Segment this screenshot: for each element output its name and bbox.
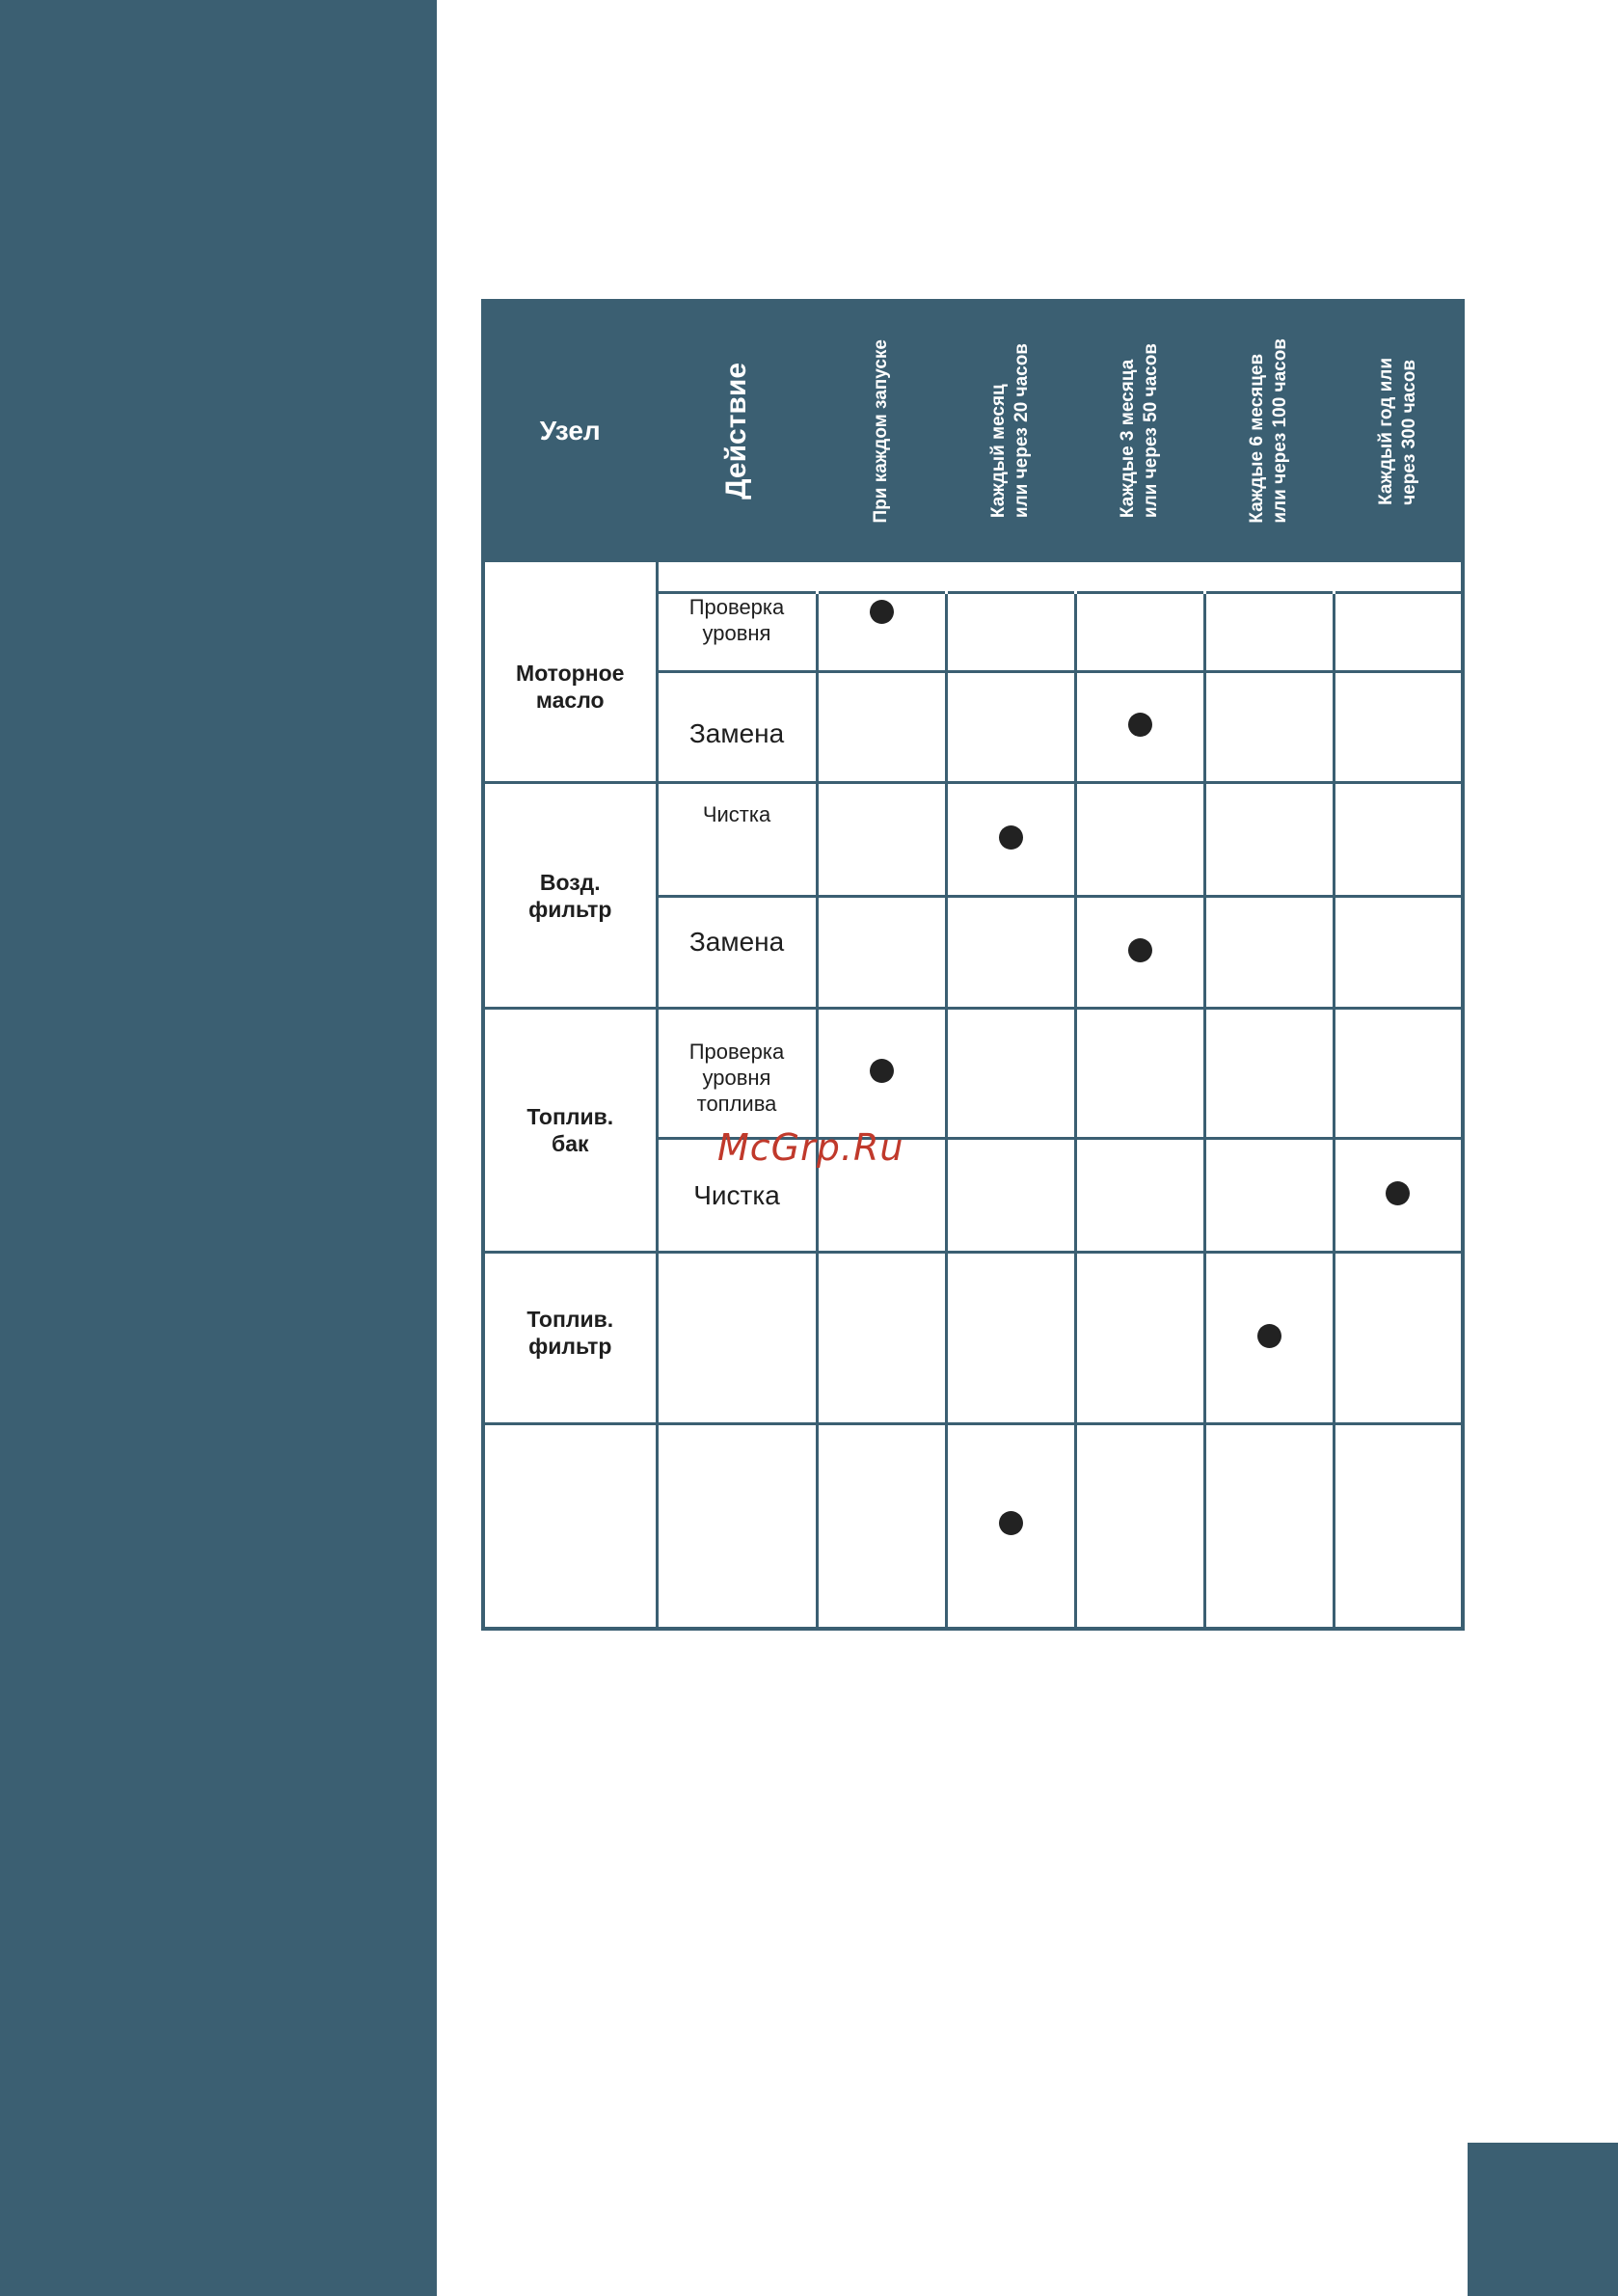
mark-cell bbox=[946, 1253, 1075, 1424]
mark-cell bbox=[1334, 1424, 1463, 1629]
mark-cell bbox=[1204, 1424, 1334, 1629]
action-cell bbox=[657, 897, 817, 1009]
mark-cell bbox=[946, 897, 1075, 1009]
unit-cell bbox=[483, 1253, 657, 1424]
mark-dot bbox=[1257, 1324, 1281, 1348]
mark-cell bbox=[1204, 897, 1334, 1009]
mark-dot bbox=[999, 825, 1023, 850]
header-period-label: При каждом запуске bbox=[871, 338, 891, 524]
header-period-6-months bbox=[1204, 301, 1334, 561]
action-cell bbox=[657, 783, 817, 897]
unit-cell bbox=[483, 783, 657, 1009]
header-period-yearly bbox=[1334, 301, 1463, 561]
unit-cell bbox=[483, 1424, 657, 1629]
mark-cell bbox=[1204, 783, 1334, 897]
mark-cell bbox=[1334, 672, 1463, 783]
mark-cell bbox=[817, 1009, 946, 1139]
mark-dot bbox=[1128, 713, 1152, 737]
header-period-3-months bbox=[1075, 301, 1204, 561]
mark-cell bbox=[946, 1009, 1075, 1139]
mark-cell bbox=[817, 897, 946, 1009]
mark-cell bbox=[1075, 1253, 1204, 1424]
mark-cell bbox=[1075, 783, 1204, 897]
action-cell bbox=[657, 672, 817, 783]
mark-cell bbox=[946, 1424, 1075, 1629]
table-row bbox=[483, 1424, 1463, 1629]
action-label: Замена bbox=[688, 718, 785, 748]
spacer-row bbox=[483, 561, 1463, 593]
page-corner-block bbox=[1468, 2143, 1618, 2296]
sidebar-band bbox=[0, 0, 437, 2296]
header-period-every-start bbox=[817, 301, 946, 561]
unit-air-filter: Возд. фильтр bbox=[528, 869, 612, 922]
mark-cell bbox=[1334, 897, 1463, 1009]
header-action bbox=[657, 301, 817, 561]
mark-cell bbox=[1075, 593, 1204, 672]
table-row bbox=[483, 593, 1463, 672]
mark-cell bbox=[1204, 1253, 1334, 1424]
mark-cell bbox=[1075, 1139, 1204, 1253]
unit-cell bbox=[483, 593, 657, 783]
header-unit bbox=[483, 301, 657, 561]
mark-cell bbox=[1075, 1009, 1204, 1139]
header-period-label: Каждые 3 месяца или через 50 часов bbox=[1118, 343, 1161, 519]
mark-cell bbox=[1334, 593, 1463, 672]
mark-cell bbox=[946, 593, 1075, 672]
mark-cell bbox=[946, 783, 1075, 897]
mark-cell bbox=[1075, 672, 1204, 783]
mark-cell bbox=[817, 1424, 946, 1629]
mark-dot bbox=[1386, 1181, 1410, 1205]
header-period-label: Каждые 6 месяцев или через 100 часов bbox=[1247, 338, 1290, 524]
mark-cell bbox=[817, 1253, 946, 1424]
header-period-label: Каждый месяц или через 20 часов bbox=[988, 343, 1032, 519]
action-cell bbox=[657, 1009, 817, 1139]
mark-cell bbox=[946, 1139, 1075, 1253]
mark-cell bbox=[1204, 1139, 1334, 1253]
action-label: Проверка уровня bbox=[688, 595, 785, 645]
table-row bbox=[483, 1253, 1463, 1424]
header-action-label: Действие bbox=[720, 363, 752, 500]
maintenance-table bbox=[481, 299, 1465, 1631]
header-row bbox=[483, 301, 1463, 561]
unit-cell bbox=[483, 1009, 657, 1253]
mark-dot bbox=[870, 600, 894, 624]
mark-dot bbox=[870, 1059, 894, 1083]
action-label: Чистка bbox=[693, 1179, 780, 1210]
header-unit-label: Узел bbox=[539, 416, 601, 446]
mark-cell bbox=[1334, 1009, 1463, 1139]
header-period-label: Каждый год или через 300 часов bbox=[1375, 357, 1419, 505]
mark-dot bbox=[999, 1511, 1023, 1535]
action-cell bbox=[657, 1253, 817, 1424]
mark-cell bbox=[1334, 1253, 1463, 1424]
watermark-text: McGrp.Ru bbox=[717, 1126, 904, 1169]
table-row bbox=[483, 1009, 1463, 1139]
mark-cell bbox=[946, 672, 1075, 783]
action-cell bbox=[657, 593, 817, 672]
mark-cell bbox=[817, 783, 946, 897]
mark-cell bbox=[1334, 1139, 1463, 1253]
mark-cell bbox=[1204, 593, 1334, 672]
table-row bbox=[483, 783, 1463, 897]
unit-engine-oil: Моторное масло bbox=[516, 661, 625, 714]
mark-cell bbox=[1075, 897, 1204, 1009]
maintenance-schedule bbox=[481, 299, 1465, 1631]
unit-fuel-tank: Топлив. бак bbox=[526, 1104, 614, 1156]
unit-fuel-filter: Топлив. фильтр bbox=[526, 1307, 614, 1359]
action-label: Замена bbox=[688, 927, 785, 957]
action-label: Чистка bbox=[702, 802, 771, 826]
header-period-monthly bbox=[946, 301, 1075, 561]
mark-cell bbox=[1334, 783, 1463, 897]
mark-cell bbox=[1204, 672, 1334, 783]
mark-cell bbox=[817, 593, 946, 672]
action-label: Проверка уровня топлива bbox=[688, 1040, 785, 1116]
mark-cell bbox=[817, 672, 946, 783]
action-cell bbox=[657, 1424, 817, 1629]
mark-cell bbox=[1075, 1424, 1204, 1629]
mark-dot bbox=[1128, 938, 1152, 962]
mark-cell bbox=[1204, 1009, 1334, 1139]
